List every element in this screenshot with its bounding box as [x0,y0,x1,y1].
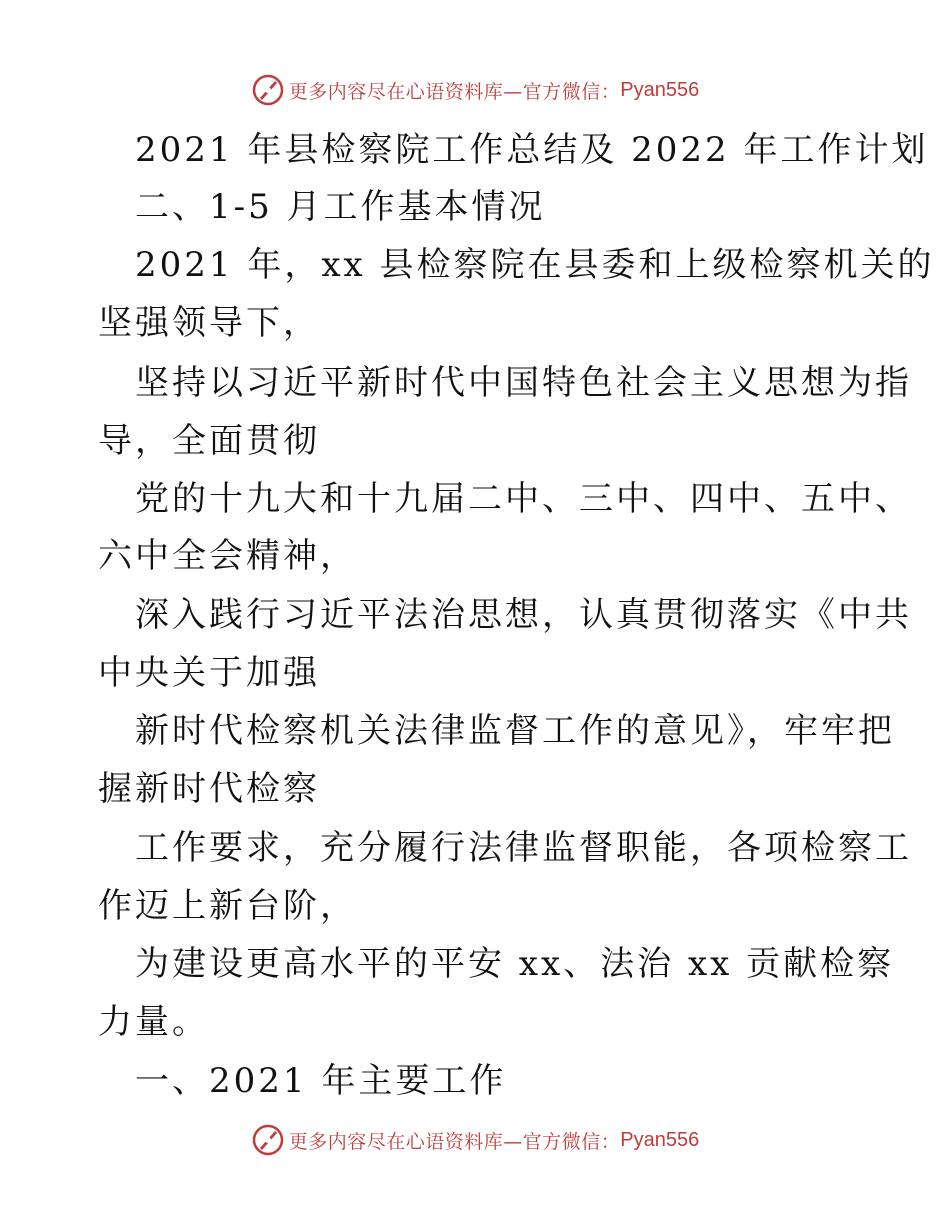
watermark-id: Pyan556 [620,78,700,101]
paragraph-line: 坚持以习近平新时代中国特色社会主义思想为指 [135,363,912,403]
paragraph-line: 党的十九大和十九届二中、三中、四中、五中、 [135,479,912,519]
paragraph-line: 深入践行习近平法治思想，认真贯彻落实《中共 [135,595,912,635]
paragraph-line: 新时代检察机关法律监督工作的意见》，牢牢把 [135,711,895,751]
document-title: 2021 年县检察院工作总结及 2022 年工作计划 [135,130,929,170]
section-heading: 二、1-5 月工作基本情况 [135,187,546,227]
paragraph-line: 力量。 [98,1002,209,1042]
paragraph-line: 坚强领导下， [98,303,320,343]
watermark-id: Pyan556 [620,1128,700,1151]
quill-logo-icon [251,1123,285,1157]
paragraph-line: 握新时代检察 [98,769,320,809]
watermark-text: 更多内容尽在心语资料库—官方微信： [288,1130,621,1153]
paragraph-line: 导，全面贯彻 [98,421,320,461]
paragraph-line: 六中全会精神， [98,536,357,576]
watermark-text: 更多内容尽在心语资料库—官方微信： [288,80,621,103]
paragraph-line: 作迈上新台阶， [98,886,357,926]
paragraph-line: 2021 年，xx 县检察院在县委和上级检察机关的 [135,245,935,285]
paragraph-line: 工作要求，充分履行法律监督职能，各项检察工 [135,828,912,868]
footer-watermark [0,1120,950,1160]
section-heading: 一、2021 年主要工作 [135,1061,507,1101]
paragraph-line: 为建设更高水平的平安 xx、法治 xx 贡献检察 [135,944,895,984]
paragraph-line: 中央关于加强 [98,653,320,693]
